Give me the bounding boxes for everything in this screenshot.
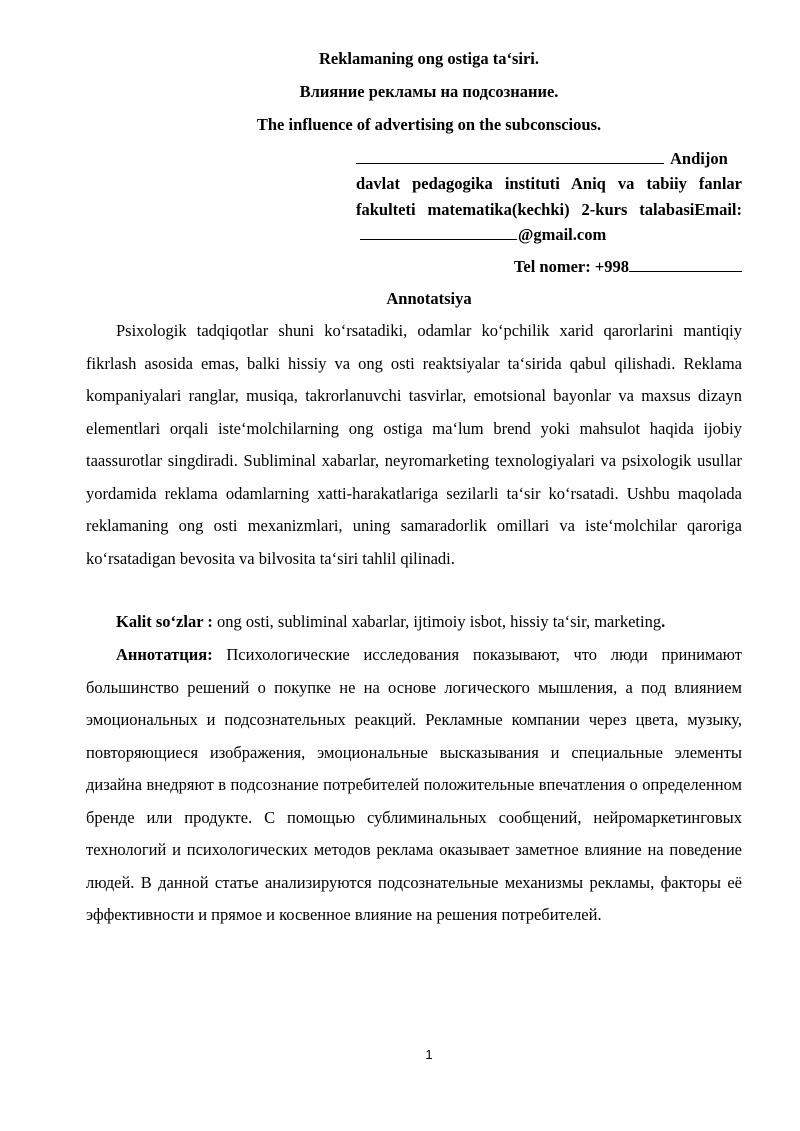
russian-annotation-label: Аннотатция: bbox=[116, 645, 213, 664]
page-number: 1 bbox=[425, 1047, 433, 1062]
russian-annotation-text: Психологические исследования показывают, что люди принимают большинство решений о покупке не на основе логического мышления, а под влиянием эмоциональных и подсознательных реакций. Рекламные компании через цвета, музыку, повторяющиеся изображения, эмоциональные высказывания и специальные элементы дизайна внедряют в подсознание потребителей положительные впечатления о определенном бренде или продукте. С помощью сублиминальных сообщений, нейромаркетинговых технологий и психологических методов реклама оказывает заметное влияние на поведение людей. В данной статье анализируются подсознательные механизмы рекламы, факторы её эффективности и прямое и косвенное влияние на решения потребителей. bbox=[86, 645, 742, 924]
keywords-label: Kalit so‘zlar : bbox=[116, 612, 213, 631]
author-affiliation bbox=[356, 146, 742, 247]
keywords-paragraph bbox=[86, 606, 742, 639]
annotation-russian-paragraph bbox=[86, 639, 742, 932]
email-suffix: @gmail.com bbox=[518, 224, 607, 244]
annotation-heading: Annotatsiya bbox=[386, 289, 472, 308]
phone-label: Tel nomer: +998 bbox=[513, 257, 629, 276]
title-english: The influence of advertising on the subconscious. bbox=[256, 115, 602, 134]
keywords-text: ong osti, subliminal xabarlar, ijtimoiy isbot, hissiy ta‘sir, marketing bbox=[212, 612, 662, 631]
keywords-end: . bbox=[661, 612, 666, 631]
email-blank bbox=[360, 224, 517, 240]
phone-blank bbox=[629, 256, 742, 272]
email-label: Email: bbox=[694, 199, 742, 219]
annotation-uzbek-paragraph: Psixologik tadqiqotlar shuni ko‘rsatadiki, odamlar ko‘pchilik xarid qarorlarini mantiqiy fikrlash asosida emas, balki hissiy va ong osti reaktsiyalar ta‘sirida qabul qilishadi. Reklama kompaniyalari ranglar, musiqa, takrorlanuvchi tasvirlar, emotsional bayonlar va maxsus dizayn elementlari orqali iste‘molchilarning ong ostiga ma‘lum brend yoki mahsulot haqida ijobiy taassurotlar singdiradi. Subliminal xabarlar, neyromarketing texnologiyalari va psixologik usullar yordamida reklama odamlarning xatti-harakatlariga sezilarli ta‘sir ko‘rsatadi. Ushbu maqolada reklamaning ong osti mexanizmlari, uning samaradorlik omillari va iste‘molchilar qaroriga ko‘rsatadigan bevosita va bilvosita ta‘siri tahlil qilinadi. bbox=[86, 321, 742, 568]
title-russian: Влияние рекламы на подсознание. bbox=[299, 82, 559, 101]
affiliation-text: Andijon davlat pedagogika instituti Aniq va tabiiy fanlar fakulteti matematika(kechki) 2-kurs talabasi bbox=[356, 149, 742, 219]
phone-line bbox=[514, 256, 742, 277]
title-uzbek: Reklamaning ong ostiga ta‘siri. bbox=[318, 49, 539, 68]
author-name-blank bbox=[356, 148, 664, 164]
